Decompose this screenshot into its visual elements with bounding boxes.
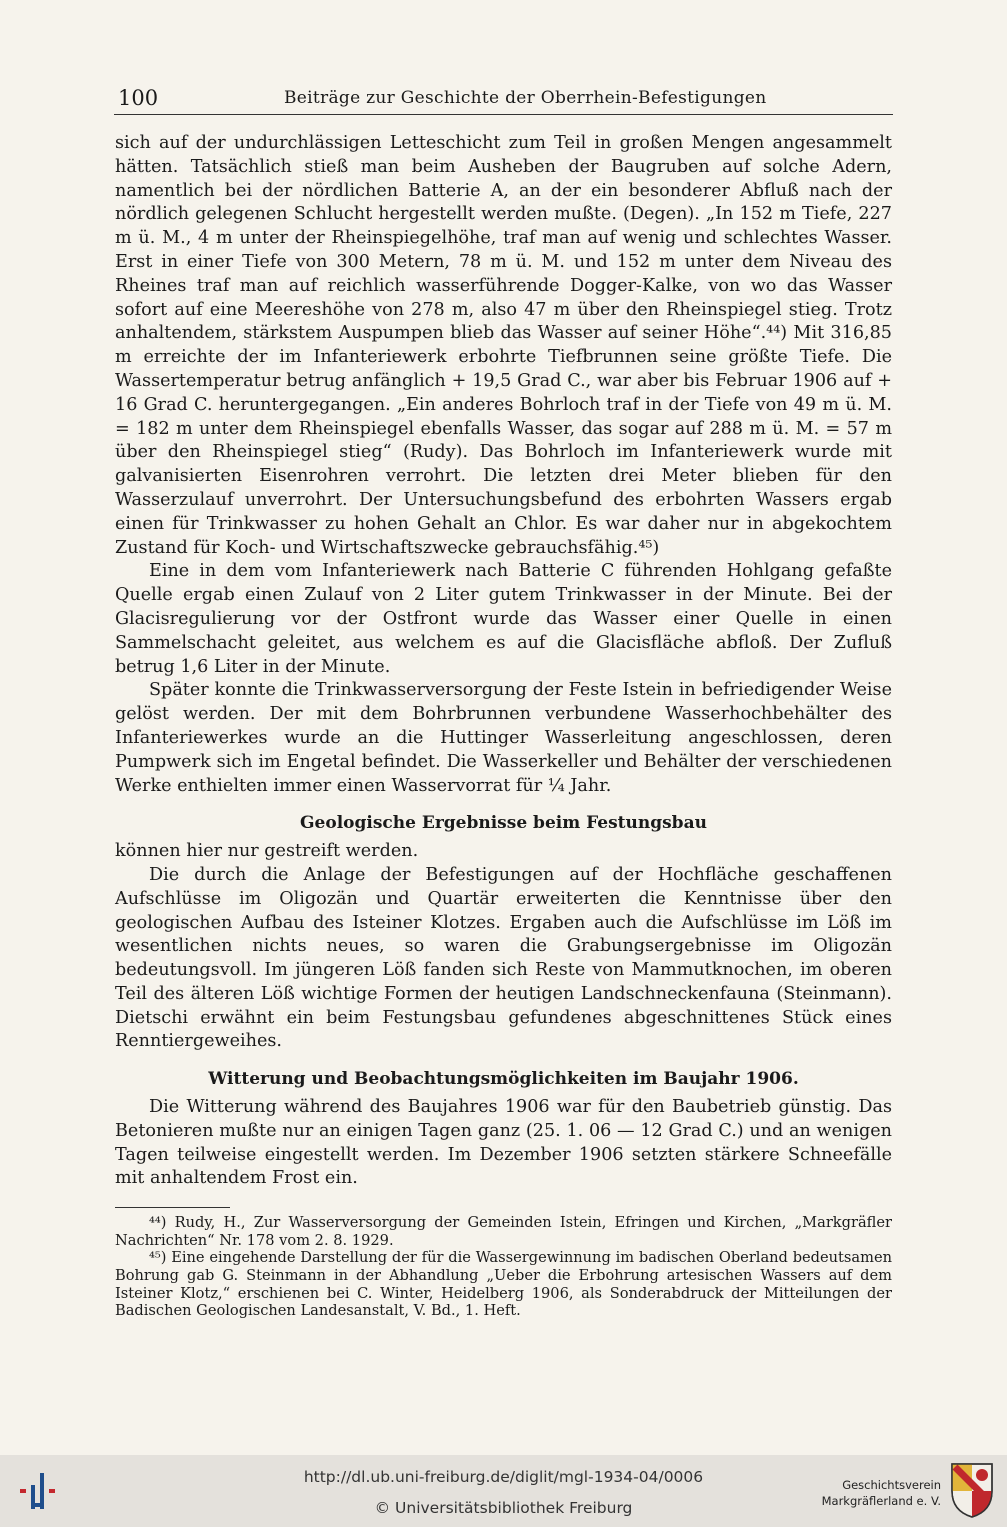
page-header xyxy=(114,86,893,115)
viewer-footer xyxy=(0,1455,1007,1527)
running-title: Beiträge zur Geschichte der Oberrhein-Befestigungen xyxy=(284,88,767,108)
footnote-44: ⁴⁴) Rudy, H., Zur Wasserversorgung der Gemeinden Istein, Efringen und Kirchen, „Markgräfler Nachrichten“ Nr. 178 vom 2. 8. 1929. xyxy=(115,1214,892,1249)
paragraph-water-supply: Später konnte die Trinkwasserversorgung der Feste Istein in befriedigender Weise gelöst werden. Der mit dem Bohrbrunnen verbundene Wasserhochbehälter des Infanteriewerkes wurde an die Huttinger Wasserleitung angeschlossen, deren Pumpwerk sich im Engetal befindet. Die Wasserkeller und Behälter der verschiedenen Werke enthielten immer einen Wasservorrat für ¼ Jahr. xyxy=(115,680,892,796)
copyright-notice: © Universitätsbibliothek Freiburg xyxy=(374,1499,633,1517)
footnotes xyxy=(115,1214,892,1320)
paragraph-weather: Die Witterung während des Baujahres 1906 war für den Baubetrieb günstig. Das Betonieren mußte nur an einigen Tagen ganz (25. 1. 06 — 12 Grad C.) und an wenigen Tagen teilweise eingestellt werden. Im Dezember 1906 setzten stärkere Schneefälle mit anhaltendem Frost ein. xyxy=(115,1097,892,1189)
paragraph-spring: Eine in dem vom Infanteriewerk nach Batterie C führenden Hohlgang gefaßte Quelle ergab einen Zulauf von 2 Liter gutem Trinkwasser in der Minute. Bei der Glacisregulierung vor der Ostfront wurde das Wasser einer Quelle in einen Sammelschacht geleitet, aus welchem es auf die Glacisfläche abfloß. Der Zufluß betrug 1,6 Liter in der Minute. xyxy=(115,561,892,677)
permalink-url[interactable]: http://dl.ub.uni-freiburg.de/diglit/mgl-1934-04/0006 xyxy=(303,1468,704,1486)
heading-geology: Geologische Ergebnisse beim Festungsbau xyxy=(300,813,707,834)
society-line-1: Geschichtsverein xyxy=(842,1478,941,1492)
footnote-separator xyxy=(115,1207,230,1208)
page-number: 100 xyxy=(118,86,159,110)
society-name xyxy=(791,1477,941,1509)
society-line-2: Markgräflerland e. V. xyxy=(821,1494,941,1508)
footnote-45: ⁴⁵) Eine eingehende Darstellung der für die Wassergewinnung im badischen Oberland bedeutsamen Bohrung gab G. Steinmann in der Abhandlung „Ueber die Erbohrung artesischen Wassers auf dem Isteiner Klotz,“ erschienen bei C. Winter, Heidelberg 1906, als Sonderabdruck der Mitteilungen der Badischen Geologischen Landesanstalt, V. Bd., 1. Heft. xyxy=(115,1249,892,1320)
geology-lead: können hier nur gestreift werden. xyxy=(115,841,419,862)
paragraph-geology: Die durch die Anlage der Befestigungen auf der Hochfläche geschaffenen Aufschlüsse im Oligozän und Quartär erweiterten die Kenntnisse über den geologischen Aufbau des Isteiner Klotzes. Ergaben auch die Aufschlüsse im Löß im wesentlichen nichts neues, so waren die Grabungsergebnisse im Oligozän bedeutungsvoll. Im jüngeren Löß fanden sich Reste von Mammutknochen, im oberen Teil des älteren Löß wichtige Formen der heutigen Landschneckenfauna (Steinmann). Dietschi erwähnt ein beim Festungsbau gefundenes abgeschnittenes Stück eines Renntiergeweihes. xyxy=(115,864,892,1052)
heading-weather: Witterung und Beobachtungsmöglichkeiten im Baujahr 1906. xyxy=(208,1069,799,1090)
body-text xyxy=(115,132,892,1320)
coat-of-arms-icon xyxy=(949,1461,995,1519)
paragraph-water-drilling: sich auf der undurchlässigen Letteschicht zum Teil in großen Mengen angesammelt hätten. Tatsächlich stieß man beim Ausheben der Baugruben auf solche Adern, namentlich bei der nördlichen Batterie A, an der ein besonderer Abfluß nach der nördlich gelegenen Schlucht hergestellt werden mußte. (Degen). „In 152 m Tiefe, 227 m ü. M., 4 m unter der Rheinspiegelhöhe, traf man auf wenig und schlechtes Wasser. Erst in einer Tiefe von 300 Metern, 78 m ü. M. und 152 m unter dem Niveau des Rheines traf man auf reichlich wasserführende Dogger-Kalke, von wo das Wasser sofort auf eine Meereshöhe von 278 m, also 47 m über den Rheinspiegel stieg. Trotz anhaltendem, stärkstem Auspumpen blieb das Wasser auf seiner Höhe“.⁴⁴) Mit 316,85 m erreichte der im Infanteriewerk erbohrte Tiefbrunnen seine größte Tiefe. Die Wassertemperatur betrug anfänglich + 19,5 Grad C., war aber bis Februar 1906 auf + 16 Grad C. heruntergegangen. „Ein anderes Bohrloch traf in der Tiefe von 49 m ü. M. = 182 m unter dem Rheinspiegel ebenfalls Wasser, das sogar auf 288 m ü. M. = 57 m über den Rheinspiegel stieg“ (Rudy). Das Bohrloch im Infanteriewerk wurde mit galvanisierten Eisenrohren verrohrt. Die letzten drei Meter blieben für den Wasserzulauf unverrohrt. Der Untersuchungsbefund des erbohrten Wassers ergab einen für Trinkwasser zu hohen Gehalt an Chlor. Es war daher nur in abgekochtem Zustand für Koch- und Wirtschaftszwecke gebrauchsfähig.⁴⁵) xyxy=(115,133,892,558)
